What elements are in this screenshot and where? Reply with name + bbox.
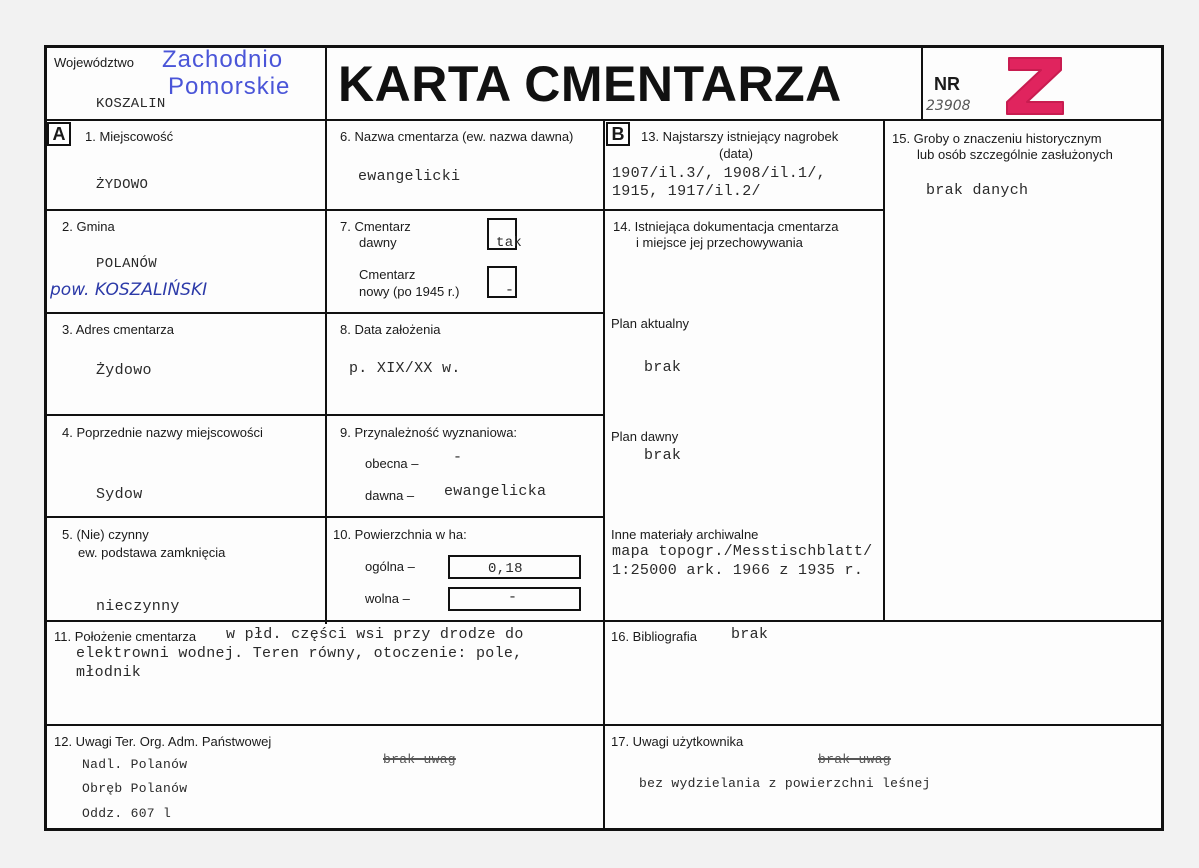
f1-value: ŻYDOWO <box>96 177 149 193</box>
f14-inne-label: Inne materiały archiwalne <box>611 527 759 542</box>
f9-dawna-value: ewangelicka <box>444 483 547 500</box>
f16-label: 16. Bibliografia <box>611 629 697 644</box>
f1-label: 1. Miejscowość <box>85 129 174 144</box>
divider <box>883 119 885 622</box>
section-a-marker: A <box>47 122 71 146</box>
f5-value: nieczynny <box>96 598 180 615</box>
f15-value: brak danych <box>926 182 1029 199</box>
wojewodztwo-stamp-line2: Pomorskie <box>168 73 291 100</box>
f10-label: 10. Powierzchnia w ha: <box>333 527 467 542</box>
f4-label: 4. Poprzednie nazwy miejscowości <box>62 425 263 440</box>
f5-label-line2: ew. podstawa zamknięcia <box>78 545 226 560</box>
f11-label: 11. Położenie cmentarza <box>54 629 197 644</box>
f17-struck-text: brak uwag <box>818 752 891 767</box>
f3-value: Żydowo <box>96 362 152 379</box>
divider <box>44 209 884 211</box>
f6-value: ewangelicki <box>358 168 461 185</box>
f11-value-line1: w płd. części wsi przy drodze do <box>226 626 524 643</box>
f15-label-line2: lub osób szczególnie zasłużonych <box>917 147 1113 162</box>
divider <box>921 45 923 121</box>
f13-label-line1: 13. Najstarszy istniejący nagrobek <box>641 129 839 144</box>
section-b-marker: B <box>606 122 630 146</box>
nr-label: NR <box>934 74 960 94</box>
f12-line1: Nadl. Polanów <box>82 757 188 772</box>
f14-label-line2: i miejsce jej przechowywania <box>636 235 803 250</box>
f7-nowy-label-line1: Cmentarz <box>359 267 416 282</box>
f16-value: brak <box>731 626 769 643</box>
f14-inne-line2: 1:25000 ark. 1966 z 1935 r. <box>612 562 864 579</box>
f10-ogolna-label: ogólna – <box>365 559 415 574</box>
f13-value-line1: 1907/il.3/, 1908/il.1/, <box>612 165 826 182</box>
f2-handwritten-note: pow. KOSZALIŃSKI <box>50 280 208 300</box>
nr-handwritten: 23908 <box>926 98 971 114</box>
f9-dawna-label: dawna – <box>365 488 415 503</box>
f9-obecna-value: - <box>453 449 463 466</box>
f13-label-line2: (data) <box>719 146 753 161</box>
f12-line3: Oddz. 607 l <box>82 806 172 821</box>
wojewodztwo-stamp-line1: Zachodnio <box>162 46 284 73</box>
f7-nowy-value: - <box>505 282 515 299</box>
f11-value-line3: młodnik <box>76 664 142 681</box>
f9-obecna-label: obecna – <box>365 456 419 471</box>
page-title: KARTA CMENTARZA <box>338 56 842 112</box>
f15-label-line1: 15. Groby o znaczeniu historycznym <box>892 131 1102 146</box>
divider <box>325 45 327 624</box>
f14-label-line1: 14. Istniejąca dokumentacja cmentarza <box>613 219 839 234</box>
f10-wolna-label: wolna – <box>365 591 410 606</box>
f5-label-line1: 5. (Nie) czynny <box>62 527 149 542</box>
f17-value: bez wydzielania z powierzchni leśnej <box>639 776 931 791</box>
f14-plan-aktualny-label: Plan aktualny <box>611 316 690 331</box>
wojewodztwo-value: KOSZALIN <box>96 96 166 112</box>
f10-ogolna-value: 0,18 <box>488 561 523 577</box>
f7-dawny-label-line1: 7. Cmentarz <box>340 219 411 234</box>
f7-dawny-value: tak <box>496 235 523 251</box>
wojewodztwo-label: Województwo <box>54 55 134 70</box>
f7-nowy-label-line2: nowy (po 1945 r.) <box>359 284 460 299</box>
f13-value-line2: 1915, 1917/il.2/ <box>612 183 761 200</box>
f14-inne-line1: mapa topogr./Messtischblatt/ <box>612 543 873 560</box>
f7-dawny-label-line2: dawny <box>359 235 397 250</box>
divider <box>603 119 605 831</box>
f10-wolna-value: - <box>508 589 518 606</box>
f2-label: 2. Gmina <box>62 219 115 234</box>
f14-plan-aktualny-value: brak <box>644 359 682 376</box>
f14-plan-dawny-label: Plan dawny <box>611 429 679 444</box>
f8-value: p. XIX/XX w. <box>349 360 461 377</box>
f11-value-line2: elektrowni wodnej. Teren równy, otoczenie: pole, <box>76 645 523 662</box>
f12-label: 12. Uwagi Ter. Org. Adm. Państwowej <box>54 734 272 749</box>
f12-struck-text: brak uwag <box>383 752 456 767</box>
f14-plan-dawny-value: brak <box>644 447 682 464</box>
f17-label: 17. Uwagi użytkownika <box>611 734 744 749</box>
f2-value: POLANÓW <box>96 256 157 272</box>
f4-value: Sydow <box>96 486 143 503</box>
f3-label: 3. Adres cmentarza <box>62 322 174 337</box>
f9-label: 9. Przynależność wyznaniowa: <box>340 425 518 440</box>
f12-line2: Obręb Polanów <box>82 781 188 796</box>
f6-label: 6. Nazwa cmentarza (ew. nazwa dawna) <box>340 129 574 144</box>
f8-label: 8. Data założenia <box>340 322 441 337</box>
red-z-mark-icon <box>1003 52 1067 118</box>
